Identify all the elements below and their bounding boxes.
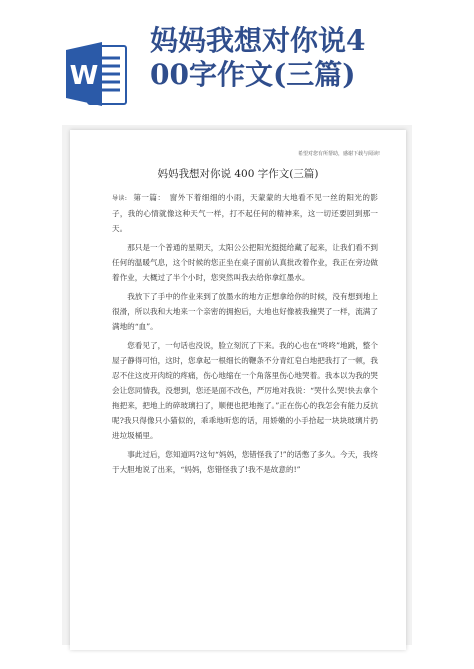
paragraph-4: 您看见了，一句话也没说，脸立刻沉了下来。我的心也在“咚咚”地跳，整个屋子静得可怕，这时，您拿起一根细长的鞭条不分青红皂白地把我打了一顿，我忍不住这皮开肉绽的疼痛，伤心地缩在一个角落里伤心地哭着。我本以为我的哭会让您同情我，没想到，您还是面不改色，严厉地对我说：“哭什么哭!快去拿个拖把来，把地上的碎玻璃扫了，顺便也把地拖了。”正在伤心的我怎会有能力反抗呢?我只得像只小猫似的，乖乖地听您的话，用娇嫩的小手拾起一块块玻璃片扔进垃圾桶里。 [112,341,378,440]
document-page [70,130,406,650]
paragraph-1-text: 第一篇： 窗外下着细细的小雨，天蒙蒙的大地看不见一丝的阳光的影子，我的心情就像这种天气一样，打不起任何的精神来，这一切还要回到那一天。 [112,193,378,233]
word-document-icon [66,40,128,108]
title-line-1: 妈妈我想对你说4 [150,24,366,57]
title-line-2: 00字作文(三篇) [150,58,356,91]
paragraph-2: 那只是一个普通的星期天，太阳公公把阳光挺挺给藏了起来，让我们看不到任何的温暖气息，这个时候的您正坐在桌子面前认真批改着作业，我正在旁边做着作业，大概过了半个小时，您突然叫我去给你拿红墨水。 [112,243,378,282]
document-body [112,190,378,481]
page-title [150,24,450,92]
document-title: 妈妈我想对你说 400 字作文(三篇) [157,168,319,180]
word-icon-letter: W [69,61,99,91]
paragraph-3: 我放下了手中的作业来到了放墨水的地方正想拿给你的时候，没有想到地上很滑，所以我和大地来一个亲密的拥抱后，大地也好像被我撞哭了一样，流满了满地的“血”。 [112,292,378,331]
download-note: 希望对您有所帮助，感谢下载与阅读! [297,151,380,157]
paragraph-1 [112,190,378,236]
paragraph-5: 事此过后，您知道吗?这句“妈妈，您错怪我了!”的话憋了多久。今天，我终于大胆地说了出来，“妈妈，您错怪我了!我不是故意的!” [112,450,378,474]
header [0,0,474,115]
intro-label: 导读: [112,195,127,202]
